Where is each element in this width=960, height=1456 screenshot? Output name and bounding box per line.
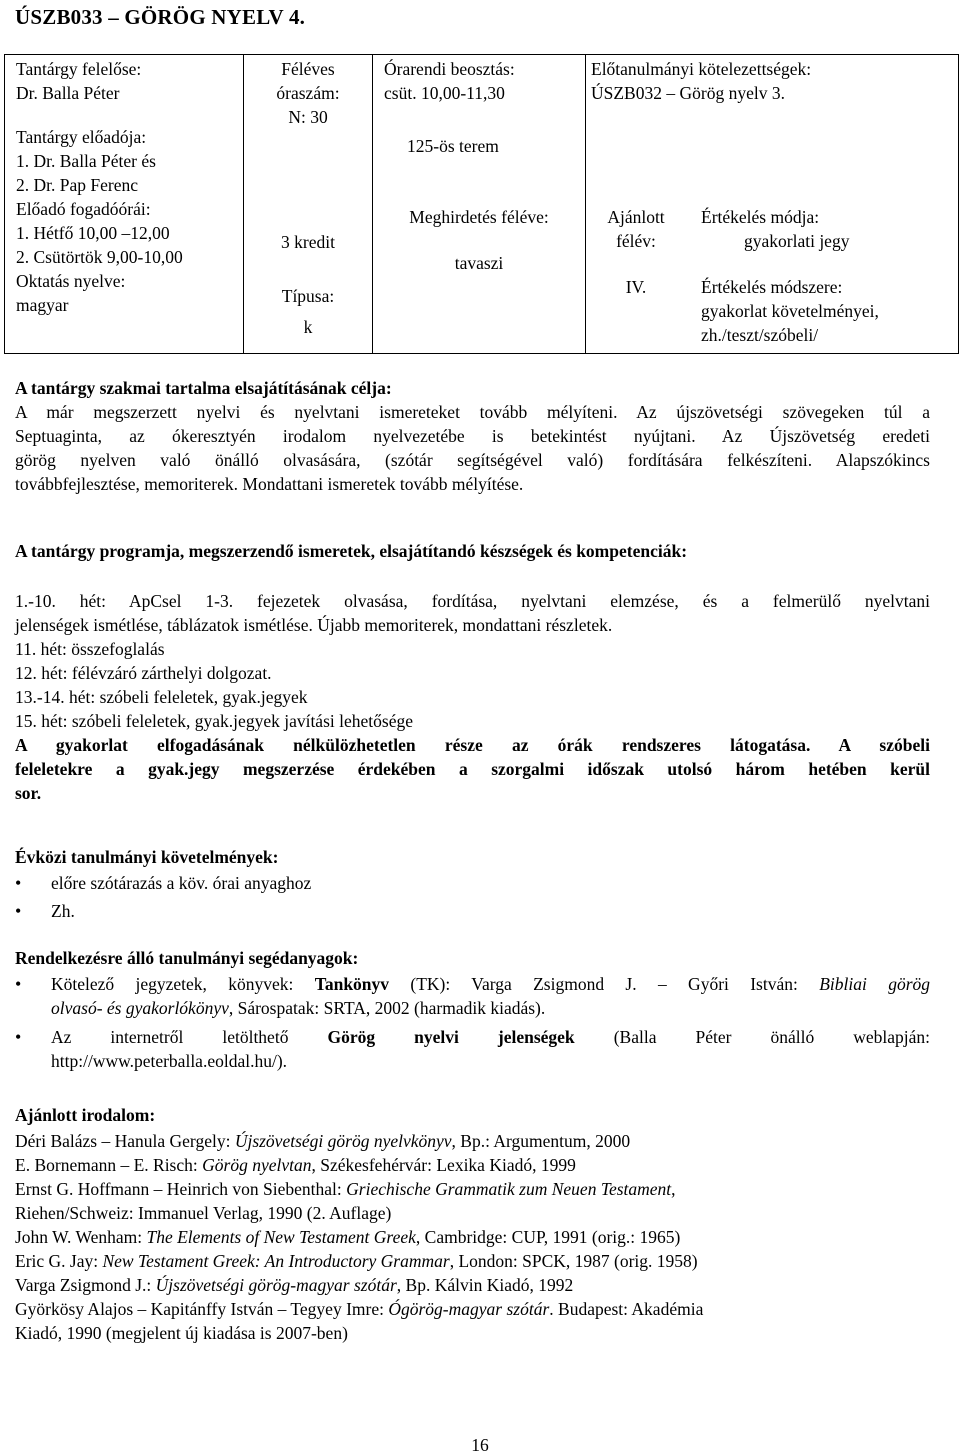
label-responsible: Tantárgy felelőse: [16,59,142,79]
attendance-note-line: A gyakorlat elfogadásának nélkülözhetetlen része az órák rendszeres látogatása. A szóbeli [15,735,930,755]
materials-section [15,946,930,1073]
value-hours: N: 30 [288,107,328,127]
material-text: (TK): Varga Zsigmond J. – Győri István: [389,974,820,994]
value-type: k [303,317,313,337]
label-language: Oktatás nyelve: [16,271,126,291]
value-assessment-mode: gyakorlati jegy [744,231,850,251]
literature-publisher: , [671,1179,676,1199]
literature-entry [15,1201,930,1225]
literature-entry [15,1129,930,1153]
goal-section [15,376,930,496]
literature-publisher: , Bp. Kálvin Kiadó, 1992 [396,1275,574,1295]
value-language: magyar [16,295,69,315]
material-text: (Balla Péter önálló weblapján: [574,1027,931,1047]
literature-title: Újszövetségi görög nyelvkönyv [234,1131,452,1151]
label-semester: Meghirdetés féléve: [409,207,549,227]
type-block [244,284,372,339]
value-prerequisites: ÚSZB032 – Görög nyelv 3. [591,83,785,103]
program-section [15,589,930,805]
goal-line: Septuaginta, az ókeresztyén irodalom nyelvezetébe is betekintést nyújtani. Az Újszövetség eredeti [15,426,930,446]
responsible-block [16,57,183,317]
literature-author: Ernst G. Hoffmann – Heinrich von Siebenthal: [15,1179,347,1199]
program-line: 1.-10. hét: ApCsel 1-3. fejezetek olvasása, fordítása, nyelvtani elemzése, és a felmerülő nyelvtani [15,591,930,611]
literature-entry [15,1249,930,1273]
label-schedule: Órarendi beosztás: [384,59,515,79]
program-line: 12. hét: félévzáró zárthelyi dolgozat. [15,663,272,683]
material-item-textbook [15,972,930,1020]
literature-title: Ógörög-magyar szótár [388,1299,550,1319]
material-text: , Sárospatak: SRTA, 2002 (harmadik kiadás). [228,998,546,1018]
literature-entry [15,1225,930,1249]
requirement-item: • Zh. [15,899,930,923]
label-assessment-method: Értékelés módszere: [701,277,843,297]
literature-title: Görög nyelvtan [202,1155,312,1175]
literature-heading: Ajánlott irodalom: [15,1105,156,1125]
program-line: jelenségek ismétlése, táblázatok ismétlése. Újabb memoriterek, mondattani részletek. [15,615,613,635]
literature-entry [15,1177,930,1201]
goal-line: A már megszerzett nyelvi és nyelvtani ismereteket tovább mélyíteni. Az újszövetségi szövegeken túl a [15,402,930,422]
requirements-section [15,845,930,923]
program-heading [15,539,930,563]
literature-entry [15,1153,930,1177]
info-cell-responsible [5,55,244,354]
value-semester: tavaszi [454,253,504,273]
hours-block [244,57,372,129]
credit-label: kredit [294,232,335,252]
value-lecturer-2: 2. Dr. Pap Ferenc [16,175,138,195]
info-cell-hours [244,55,373,354]
page-number: 16 [471,1435,489,1455]
goal-line: görög nyelven való önálló olvasására, (szótár segítségével való) fordítására felkészíteni. Alapszókincs [15,450,930,470]
value-assessment-method-2: zh./teszt/szóbeli/ [701,325,819,345]
literature-publisher: Riehen/Schweiz: Immanuel Verlag, 1990 (2. Auflage) [15,1203,392,1223]
label-hours-b: óraszám: [276,83,340,103]
literature-title: The Elements of New Testament Greek [146,1227,416,1247]
material-web-title: Görög nyelvi jelenségek [327,1027,575,1047]
label-recommended-b: félév: [616,231,656,251]
label-lecturer: Tantárgy előadója: [16,127,147,147]
literature-entry [15,1273,930,1297]
schedule-block [384,57,515,105]
value-office-hours-1: 1. Hétfő 10,00 –12,00 [16,223,170,243]
literature-author: Varga Zsigmond J.: [15,1275,156,1295]
literature-publisher: , Székesfehérvár: Lexika Kiadó, 1999 [311,1155,576,1175]
literature-author: Eric G. Jay: [15,1251,103,1271]
label-type: Típusa: [281,286,335,306]
literature-section [15,1103,930,1345]
requirements-heading: Évközi tanulmányi követelmények: [15,847,279,867]
requirement-item: • előre szótárazás a köv. órai anyaghoz [15,871,930,895]
literature-entry [15,1297,930,1321]
prerequisites-block [591,57,811,105]
literature-author: E. Bornemann – E. Risch: [15,1155,203,1175]
recommended-semester-block [586,205,686,299]
label-assessment-mode: Értékelés módja: [701,207,820,227]
literature-title: Újszövetségi görög-magyar szótár [155,1275,397,1295]
label-hours-a: Féléves [281,59,335,79]
literature-publisher: . Budapest: Akadémia [549,1299,704,1319]
material-text: Az internetről letölthető [51,1027,328,1047]
info-cell-prerequisites [586,55,959,354]
label-recommended-a: Ajánlott [607,207,665,227]
material-item-web [15,1025,930,1073]
literature-publisher: , London: SPCK, 1987 (orig. 1958) [449,1251,698,1271]
document-title: ÚSZB033 – GÖRÖG NYELV 4. [15,5,306,29]
material-textbook-title: Tankönyv [314,974,390,994]
literature-title: New Testament Greek: An Introductory Grammar [102,1251,450,1271]
value-lecturer-1: 1. Dr. Balla Péter és [16,151,156,171]
value-recommended-semester: IV. [625,277,647,297]
materials-heading: Rendelkezésre álló tanulmányi segédanyagok: [15,948,359,968]
attendance-note-line: sor. [15,783,42,803]
literature-publisher: Kiadó, 1990 (megjelent új kiadása is 2007-ben) [15,1323,348,1343]
literature-publisher: , Cambridge: CUP, 1991 (orig.: 1965) [415,1227,681,1247]
literature-publisher: , Bp.: Argumentum, 2000 [451,1131,631,1151]
goal-line: továbbfejlesztése, memoriterek. Mondattani ismeretek tovább mélyítése. [15,474,524,494]
credit-block [244,230,372,254]
literature-author: John W. Wenham: [15,1227,147,1247]
semester-block [373,205,585,275]
value-assessment-method-1: gyakorlat követelményei, [701,301,879,321]
credit-number: 3 [281,232,290,252]
program-line: 15. hét: szóbeli feleletek, gyak.jegyek javítási lehetősége [15,711,413,731]
literature-title: Griechische Grammatik zum Neuen Testament [346,1179,672,1199]
value-office-hours-2: 2. Csütörtök 9,00-10,00 [16,247,183,267]
label-prerequisites: Előtanulmányi kötelezettségek: [591,59,812,79]
goal-heading: A tantárgy szakmai tartalma elsajátításának célja: [15,378,392,398]
value-responsible: Dr. Balla Péter [16,83,120,103]
info-cell-schedule [373,55,586,354]
material-book-title: olvasó- és gyakorlókönyv [51,998,229,1018]
program-heading-text: A tantárgy programja, megszerzendő ismeretek, elsajátítandó készségek és kompetenciák: [15,541,688,561]
material-text: Kötelező jegyzetek, könyvek: [51,974,315,994]
value-room: 125-ös terem [407,136,499,156]
assessment-block [701,205,941,347]
literature-author: Györkösy Alajos – Kapitánffy István – Tegyey Imre: [15,1299,389,1319]
value-schedule-time: csüt. 10,00-11,30 [384,83,505,103]
course-info-table [4,54,959,354]
program-line: 11. hét: összefoglalás [15,639,165,659]
attendance-note-line: feleletekre a gyak.jegy megszerzése érdekében a szorgalmi időszak utolsó három hetében kerül [15,759,930,779]
program-line: 13.-14. hét: szóbeli feleletek, gyak.jegyek [15,687,308,707]
label-office-hours: Előadó fogadóórái: [16,199,151,219]
literature-author: Déri Balázs – Hanula Gergely: [15,1131,235,1151]
material-book-title: Bibliai görög [819,974,930,994]
material-web-url: http://www.peterballa.eoldal.hu/). [51,1051,288,1071]
literature-entry [15,1321,930,1345]
